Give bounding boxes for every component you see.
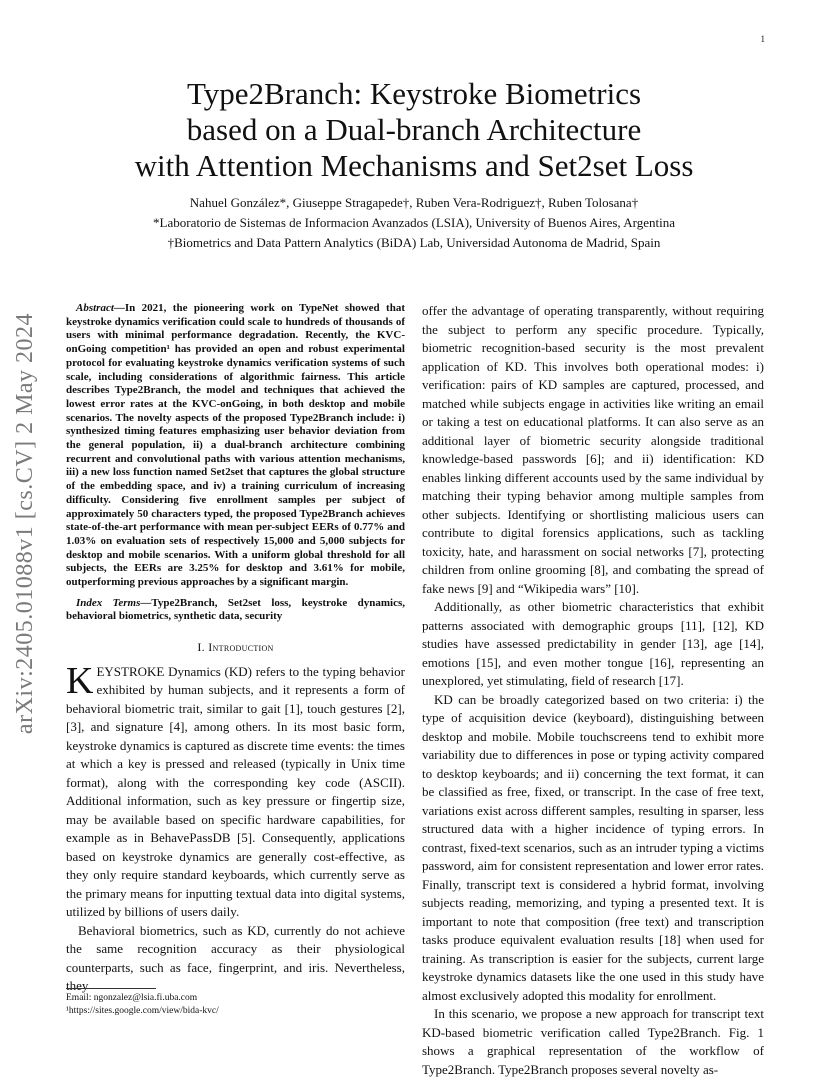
title-line-2: based on a Dual-branch Architecture xyxy=(186,112,642,147)
right-column xyxy=(422,302,764,1079)
index-terms xyxy=(66,597,405,624)
index-terms-label: Index Terms— xyxy=(76,596,152,609)
intro-lead-word: EYSTROKE xyxy=(96,663,165,679)
right-paragraph-2: Additionally, as other biometric characteristics that exhibit patterns associated with demographic groups [11], [12], KD studies have assessed predictability in gender [13], age [14], emotions [15], and even mother tongue [16], representing an unexplored, yet stimulating, field of research [17]. xyxy=(422,599,764,688)
right-paragraph-4: In this scenario, we propose a new approach for transcript text KD-based biometric verification called Type2Branch. Fig. 1 shows a graphical representation of the workflow of Type2Branch. Type2Branch proposes several novelty as- xyxy=(422,1006,764,1077)
page-number: 1 xyxy=(760,34,765,44)
left-column xyxy=(66,302,405,996)
author-names: Nahuel González*, Giuseppe Stragapede†, Ruben Vera-Rodriguez†, Ruben Tolosana† xyxy=(189,195,639,210)
title-line-1: Type2Branch: Keystroke Biometrics xyxy=(186,76,642,111)
author-block xyxy=(60,193,768,253)
section-number: I. xyxy=(197,640,205,655)
intro-paragraph-1-text: Dynamics (KD) refers to the typing behavior exhibited by human subjects, and it represents a form of behavioral biometric trait, similar to gait [1], touch gestures [2], [3], and signature [4], among others. In its most basic form, keystroke dynamics is captured as discrete time events: the times at which a key is pressed and released (typically in Unix time format), along with the corresponding key code (ASCII). Additional information, such as key pressure or fingertip size, may be available based on specific hardware capabilities, for example as in BehavePassDB [5]. Consequently, applications based on keystroke dynamics are generally cost-effective, as they only require standard keyboards, which currently serve as the primary means for inputting textual data into digital systems, utilized by billions of users daily. xyxy=(66,663,405,920)
arxiv-identifier-stamp xyxy=(6,283,46,763)
section-heading-introduction xyxy=(66,638,405,657)
intro-paragraph-2: Behavioral biometrics, such as KD, currently do not achieve the same recognition accuracy as their physiological counterparts, such as face, fingerprint, and iris. Nevertheless, they xyxy=(66,922,405,994)
affiliation-lsia: *Laboratorio de Sistemas de Informacion Avanzados (LSIA), University of Buenos Aires, Argentina xyxy=(153,215,675,230)
abstract-label: Abstract— xyxy=(76,302,125,314)
title-line-3: with Attention Mechanisms and Set2set Loss xyxy=(134,148,694,183)
paper-title xyxy=(60,76,768,184)
index-terms-text: Type2Branch, Set2set loss, keystroke dynamics, behavioral biometrics, synthetic data, security xyxy=(66,596,405,623)
section-title: Introduction xyxy=(208,640,274,655)
intro-paragraph-1 xyxy=(66,659,405,922)
footnote-rule xyxy=(66,988,156,989)
right-paragraph-3: KD can be broadly categorized based on two criteria: i) the type of acquisition device (keyboard), distinguishing between desktop and mobile. Mobile touchscreens tend to exhibit more variability due to differences in pose or typing activity compared to desktop keyboards; and ii) concerning the text format, it can be classified as free, fixed, or transcript. In the case of free text, variations exist across different samples, resulting in sparser, less structured data with a higher incidence of typing errors. In contrast, fixed-text scenarios, such as an intruder typing a victims password, aim for consistent representation and lower error rates. Finally, transcript text is considered a hybrid format, involving subjects reading, memorizing, and typing a presented text. It is important to note that composition (free text) and transcription tasks produce equivalent evaluation results [18] when used for training. As transcription is easier for the subjects, current large keystroke dynamics datasets like the one used in this study have almost exclusively adopted this modality for enrollment. xyxy=(422,691,764,1003)
drop-cap: K xyxy=(66,659,94,702)
footnote-email: Email: ngonzalez@lsia.fi.uba.com xyxy=(66,993,198,1003)
arxiv-identifier-text: arXiv:2405.01088v1 [cs.CV] 2 May 2024 xyxy=(12,312,39,734)
footnotes xyxy=(66,988,405,1018)
footnote-1: ¹https://sites.google.com/view/bida-kvc/ xyxy=(66,1006,219,1016)
abstract-text: In 2021, the pioneering work on TypeNet showed that keystroke dynamics verification could scale to hundreds of thousands of users with minimal performance degradation. Recently, the KVC-onGoing competition¹ has provided an open and robust experimental protocol for evaluating keystroke dynamics verification systems of such scale, including considerations of algorithmic fairness. This article describes Type2Branch, the model and techniques that achieved the lowest error rates at the KVC-onGoing, in both desktop and mobile scenarios. The novelty aspects of the proposed Type2Branch include: i) synthesized timing features emphasizing user behavior deviation from the general population, ii) a dual-branch architecture combining recurrent and convolutional paths with various attention mechanisms, iii) a new loss function named Set2set that captures the global structure of the embedding space, and iv) a training curriculum of increasing difficulty. Considering five enrollment samples per subject of approximately 50 characters typed, the proposed Type2Branch achieves state-of-the-art performance with mean per-subject EERs of 0.77% and 1.03% on evaluation sets of respectively 15,000 and 5,000 subjects for desktop and mobile scenarios. With a uniform global threshold for all subjects, the EERs are 3.25% for desktop and 3.61% for mobile, outperforming previous approaches by a significant margin. xyxy=(66,302,405,589)
abstract xyxy=(66,302,405,590)
right-paragraph-1: offer the advantage of operating transparently, without requiring the subject to perform any specific procedure. Typically, biometric recognition-based security is the most prevalent application of KD. This involves both operational modes: i) verification: pairs of KD samples are captured, processed, and matched while subjects engage in activities like writing an email or taking a test on educational platforms. It can also serve as an additional layer of biometric security alongside traditional knowledge-based passwords [6]; and ii) identification: KD enables linking different accounts used by the same individual by matching their typing behavior among multiple samples from other subjects. Identifying or shortlisting malicious users can contribute to digital forensics applications, such as tackling toxicity, hate, and harassment on social networks [7], protecting children from online grooming [8], and combating the spread of fake news [9] and “Wikipedia wars” [10]. xyxy=(422,303,764,596)
affiliation-bida: †Biometrics and Data Pattern Analytics (BiDA) Lab, Universidad Autonoma de Madrid, Spain xyxy=(167,235,661,250)
